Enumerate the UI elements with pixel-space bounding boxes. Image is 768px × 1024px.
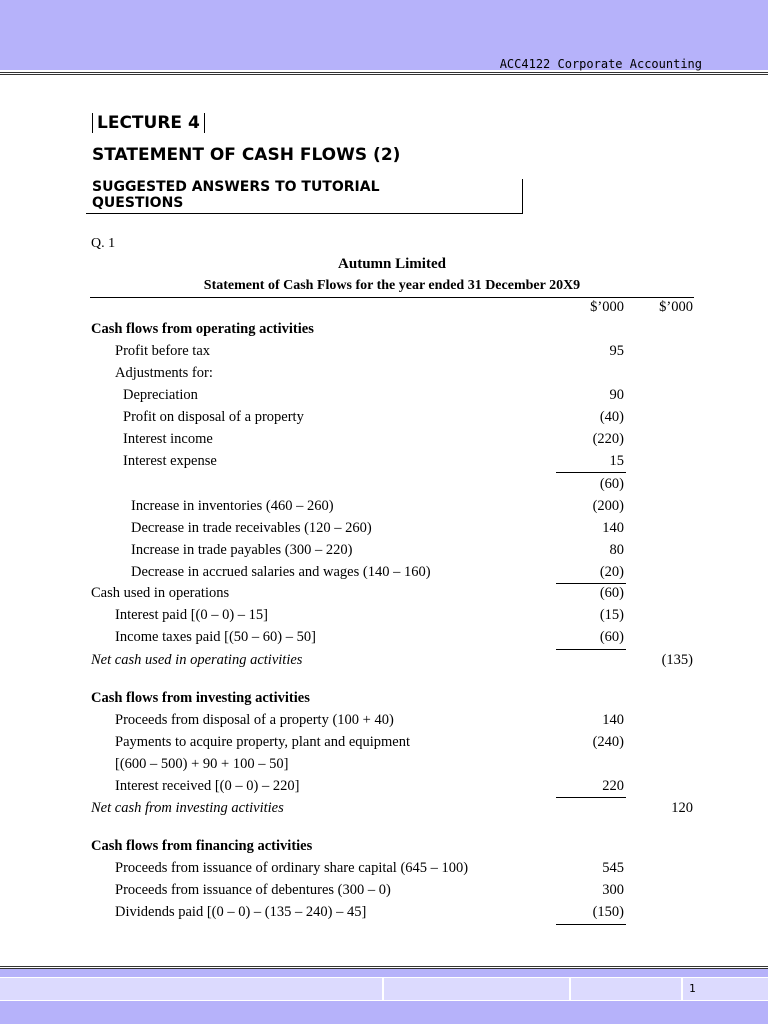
subtitle-line-1: SUGGESTED ANSWERS TO TUTORIAL (92, 179, 380, 195)
row-label: Proceeds from issuance of ordinary share capital (645 – 100) (115, 860, 469, 876)
row-label: Adjustments for: (115, 365, 213, 381)
row-value-col1: 15 (609, 453, 624, 469)
table-row (0, 365, 768, 387)
column-header-2: $’000 (659, 299, 693, 315)
lecture-label: LECTURE 4 (92, 113, 205, 133)
row-label: Net cash from investing activities (91, 800, 284, 816)
footer-cell-divider (681, 978, 683, 1000)
question-number: Q. 1 (91, 236, 116, 251)
total-row-operating (0, 652, 768, 674)
row-label: Cash flows from investing activities (91, 690, 310, 706)
subtotal-rule (556, 472, 626, 473)
subtitle-line-2: QUESTIONS (92, 195, 184, 211)
row-value-col1: (60) (599, 585, 624, 601)
table-row (0, 607, 768, 629)
table-row (0, 520, 768, 542)
row-value-col1: 140 (602, 520, 624, 536)
row-label: Depreciation (123, 387, 198, 403)
footer-cell-divider (569, 978, 571, 1000)
row-label: Decrease in trade receivables (120 – 260) (131, 520, 372, 536)
row-value-col1: 95 (609, 343, 624, 359)
row-label: Profit on disposal of a property (123, 409, 304, 425)
column-header-1: $’000 (590, 299, 624, 315)
row-value-col1: (240) (592, 734, 624, 750)
table-row (0, 409, 768, 431)
row-label: Cash flows from operating activities (91, 321, 314, 337)
statement-title: Statement of Cash Flows for the year ended 31 December 20X9 (203, 278, 581, 293)
row-label: Interest received [(0 – 0) – 220] (115, 778, 300, 794)
row-value-col1: 140 (602, 712, 624, 728)
table-row (0, 542, 768, 564)
page-number: 1 (689, 982, 696, 995)
row-value-col1: (200) (592, 498, 624, 514)
row-label: [(600 – 500) + 90 + 100 – 50] (115, 756, 289, 772)
page-title: STATEMENT OF CASH FLOWS (2) (92, 145, 401, 165)
statement-title-rule (90, 297, 694, 298)
row-value-col1: (60) (599, 476, 624, 492)
table-row (0, 756, 768, 778)
total-row-investing (0, 800, 768, 822)
row-label: Dividends paid [(0 – 0) – (135 – 240) – 45] (115, 904, 367, 920)
footer-band-top (0, 969, 768, 977)
row-value-col1: 220 (602, 778, 624, 794)
subtotal-rule (556, 583, 626, 584)
table-row (0, 431, 768, 453)
section-heading-financing (0, 838, 768, 860)
row-label: Increase in trade payables (300 – 220) (131, 542, 353, 558)
row-label: Interest income (123, 431, 213, 447)
subtotal-rule (556, 649, 626, 650)
row-label: Cash flows from financing activities (91, 838, 313, 854)
row-value-col1: (220) (592, 431, 624, 447)
footer-band-bottom (0, 1001, 768, 1024)
course-header: ACC4122 Corporate Accounting (499, 57, 702, 71)
row-label: Net cash used in operating activities (91, 652, 303, 668)
subtotal-rule (556, 797, 626, 798)
row-label: Interest expense (123, 453, 217, 469)
subtotal-row (0, 476, 768, 498)
table-row (0, 629, 768, 651)
table-row (0, 882, 768, 904)
row-value-col1: (60) (599, 629, 624, 645)
table-row (0, 904, 768, 926)
company-name: Autumn Limited (338, 256, 446, 272)
row-label: Interest paid [(0 – 0) – 15] (115, 607, 269, 623)
row-value-col2: 120 (671, 800, 693, 816)
table-row (0, 387, 768, 409)
row-value-col1: (40) (599, 409, 624, 425)
column-header-row (0, 299, 768, 321)
row-label: Proceeds from disposal of a property (100 + 40) (115, 712, 394, 728)
row-label: Payments to acquire property, plant and equipment (115, 734, 411, 750)
section-heading-operating (0, 321, 768, 343)
header-rule (0, 72, 768, 75)
table-row (0, 453, 768, 475)
row-value-col1: (20) (599, 564, 624, 580)
row-value-col1: 300 (602, 882, 624, 898)
footer-cells (0, 978, 768, 1000)
row-label: Increase in inventories (460 – 260) (131, 498, 334, 514)
table-row (0, 860, 768, 882)
row-value-col1: 90 (609, 387, 624, 403)
subtotal-rule (556, 924, 626, 925)
table-row (0, 585, 768, 607)
row-label: Profit before tax (115, 343, 211, 359)
row-value-col1: (15) (599, 607, 624, 623)
table-row (0, 343, 768, 365)
table-row (0, 498, 768, 520)
row-label: Income taxes paid [(50 – 60) – 50] (115, 629, 316, 645)
table-row (0, 734, 768, 756)
row-label: Decrease in accrued salaries and wages (140 – 160) (131, 564, 431, 580)
table-row (0, 778, 768, 800)
row-label: Cash used in operations (91, 585, 230, 601)
row-value-col1: 545 (602, 860, 624, 876)
table-row (0, 712, 768, 734)
row-value-col1: (150) (592, 904, 624, 920)
footer-cell-divider (382, 978, 384, 1000)
row-value-col2: (135) (661, 652, 693, 668)
section-heading-investing (0, 690, 768, 712)
subtitle-box (86, 179, 523, 214)
row-label: Proceeds from issuance of debentures (300 – 0) (115, 882, 391, 898)
table-row (0, 564, 768, 586)
row-value-col1: 80 (609, 542, 624, 558)
